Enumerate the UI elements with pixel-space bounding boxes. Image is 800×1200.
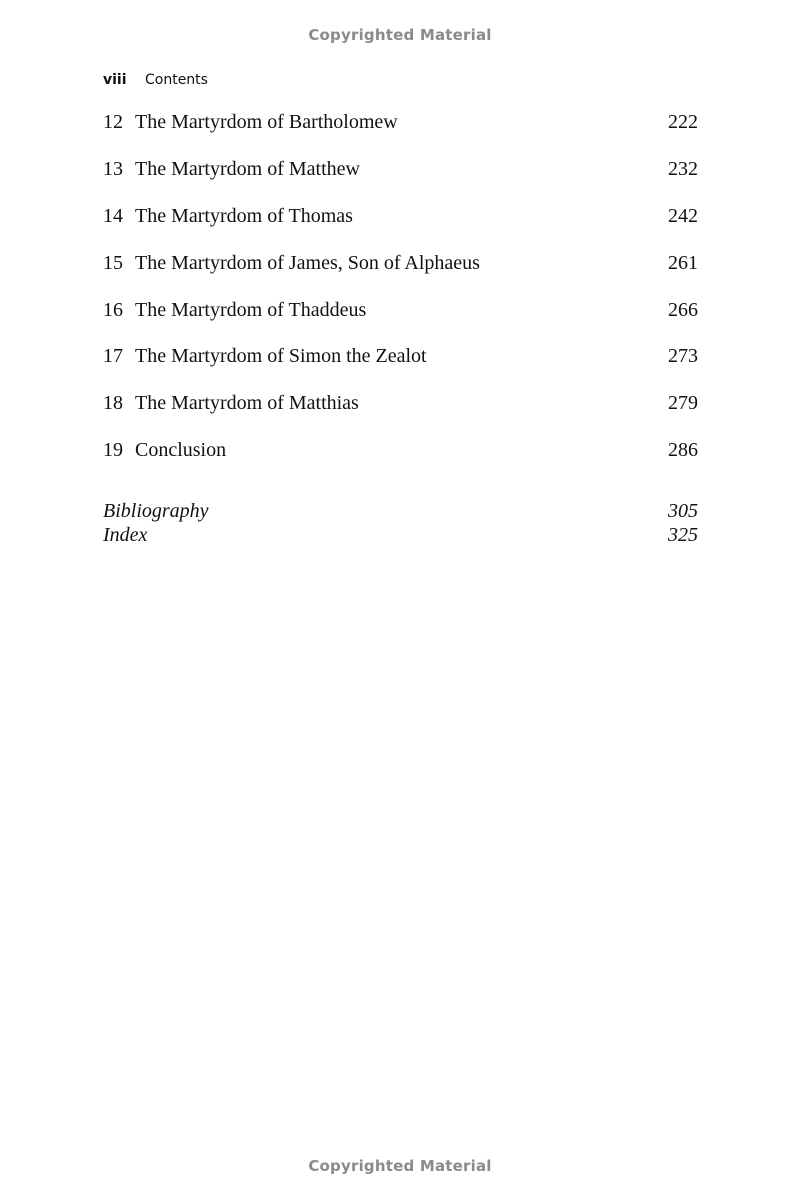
chapter-page: 286 — [668, 439, 698, 462]
chapter-page: 279 — [668, 392, 698, 415]
running-head — [103, 72, 208, 88]
chapter-number: 14 — [103, 204, 123, 227]
toc-entry-chapter-19 — [103, 439, 698, 486]
page-folio: viii — [103, 72, 127, 88]
chapter-number: 16 — [103, 298, 123, 321]
chapter-title: The Martyrdom of Thaddeus — [135, 298, 367, 321]
toc-entry-chapter-12 — [103, 111, 698, 158]
chapter-number: 18 — [103, 392, 123, 415]
chapter-page: 266 — [668, 298, 698, 321]
toc-entry-chapter-14 — [103, 205, 698, 252]
chapter-number: 15 — [103, 251, 123, 274]
chapter-page: 232 — [668, 157, 698, 180]
toc-entry-bibliography — [103, 499, 698, 523]
chapter-title: The Martyrdom of Matthias — [135, 392, 359, 415]
chapter-title: The Martyrdom of Bartholomew — [135, 111, 398, 133]
running-head-title: Contents — [144, 72, 208, 88]
back-matter-page: 305 — [668, 500, 698, 522]
chapter-number: 19 — [103, 439, 123, 462]
chapter-page: 273 — [668, 345, 698, 368]
back-matter — [103, 499, 698, 547]
table-of-contents — [103, 111, 698, 486]
toc-entry-chapter-15 — [103, 252, 698, 299]
chapter-title: The Martyrdom of Matthew — [135, 157, 360, 180]
watermark-top: Copyrighted Material — [308, 26, 492, 44]
chapter-number: 12 — [103, 111, 123, 133]
watermark-bottom: Copyrighted Material — [308, 1157, 492, 1175]
toc-entry-chapter-16 — [103, 299, 698, 346]
chapter-page: 242 — [668, 204, 698, 227]
back-matter-page: 325 — [668, 524, 698, 546]
back-matter-title: Index — [103, 524, 148, 546]
toc-entry-chapter-17 — [103, 345, 698, 392]
chapter-number: 13 — [103, 157, 123, 180]
chapter-title: Conclusion — [135, 439, 227, 462]
toc-entry-index — [103, 523, 698, 547]
chapter-number: 17 — [103, 345, 123, 368]
toc-entry-chapter-13 — [103, 158, 698, 205]
chapter-page: 222 — [668, 111, 698, 133]
toc-entry-chapter-18 — [103, 392, 698, 439]
chapter-page: 261 — [668, 251, 698, 274]
back-matter-title: Bibliography — [103, 500, 209, 522]
chapter-title: The Martyrdom of Thomas — [135, 204, 353, 227]
chapter-title: The Martyrdom of James, Son of Alphaeus — [135, 251, 480, 274]
chapter-title: The Martyrdom of Simon the Zealot — [135, 345, 427, 368]
